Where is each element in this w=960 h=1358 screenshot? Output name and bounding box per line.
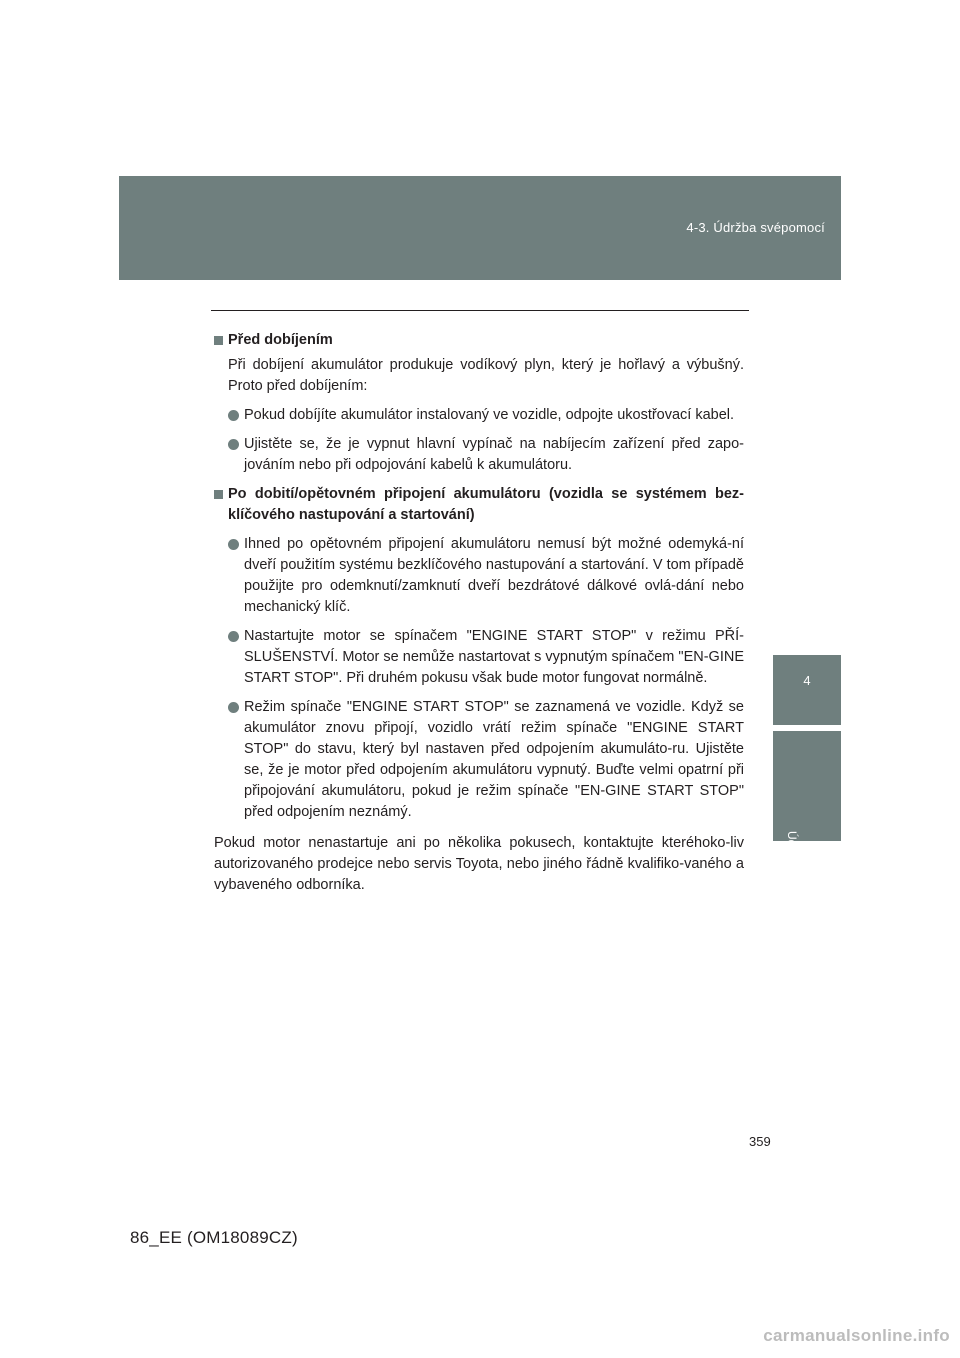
section-intro: Při dobíjení akumulátor produkuje vodíkový plyn, který je hořlavý a výbušný. Proto před dobíjením: [228, 357, 744, 394]
top-divider [211, 310, 749, 311]
chapter-label: Údržba a péče [785, 831, 799, 910]
square-bullet-icon [214, 336, 223, 345]
section-heading-text: Před dobíjením [228, 332, 333, 348]
header-band [119, 176, 841, 280]
list-item [228, 434, 744, 476]
round-bullet-icon [228, 631, 239, 642]
chapter-label-tab [773, 731, 841, 910]
round-bullet-icon [228, 410, 239, 421]
list-item-text: Ujistěte se, že je vypnut hlavní vypínač na nabíjecím zařízení před zapo-jováním nebo při odpojování kabelů k akumulátoru. [244, 436, 744, 473]
section-title: 4-3. Údržba svépomocí [686, 220, 825, 235]
list-item [228, 626, 744, 689]
chapter-number: 4 [803, 673, 811, 688]
model-code: 86_EE (OM18089CZ) [130, 1228, 298, 1247]
chapter-tab [773, 655, 841, 725]
list-item [228, 697, 744, 823]
round-bullet-icon [228, 439, 239, 450]
list-item-text: Pokud dobíjíte akumulátor instalovaný ve vozidle, odpojte ukostřovací kabel. [244, 407, 735, 423]
round-bullet-icon [228, 539, 239, 550]
section-heading [214, 484, 744, 526]
page-number: 359 [749, 1134, 771, 1149]
list-item [228, 405, 744, 426]
closing-paragraph: Pokud motor nenastartuje ani po několika pokusech, kontaktujte kteréhoko-liv autorizovaného prodejce nebo servis Toyota, nebo jiného řádně kvalifiko-vaného a vybaveného odborníka. [214, 835, 744, 893]
square-bullet-icon [214, 490, 223, 499]
list-item-text: Režim spínače "ENGINE START STOP" se zaznamená ve vozidle. Když se akumulátor znovu připojí, vozidlo vrátí režim spínače "ENGINE START STOP" do stavu, který byl nastaven před odpojením akumuláto-ru. Ujistěte se, že je motor před odpojením akumulátoru vypnutý. Buďte velmi opatrní při připojování akumulátoru, pokud je režim spínače "EN-GINE START STOP" před odpojením neznámý. [244, 699, 744, 820]
section-heading-text: Po dobití/opětovném připojení akumulátoru (vozidla se systémem bez-klíčového nastupování a startování) [228, 486, 744, 523]
round-bullet-icon [228, 702, 239, 713]
list-item [228, 534, 744, 618]
watermark: carmanualsonline.info [763, 1326, 950, 1345]
section-heading [214, 330, 744, 351]
list-item-text: Ihned po opětovném připojení akumulátoru nemusí být možné odemyká-ní dveří použitím systému bezklíčového nastupování a startování. V tom případě použijte pro odemknutí/zamknutí dveří bezdrátové dálkové ovlá-dání nebo mechanický klíč. [244, 536, 744, 615]
page-content [214, 325, 744, 896]
list-item-text: Nastartujte motor se spínačem "ENGINE START STOP" v režimu PŘÍ-SLUŠENSTVÍ. Motor se nemůže nastartovat s vypnutým spínačem "EN-GINE START STOP". Při druhém pokusu však bude motor fungovat normálně. [244, 628, 744, 686]
